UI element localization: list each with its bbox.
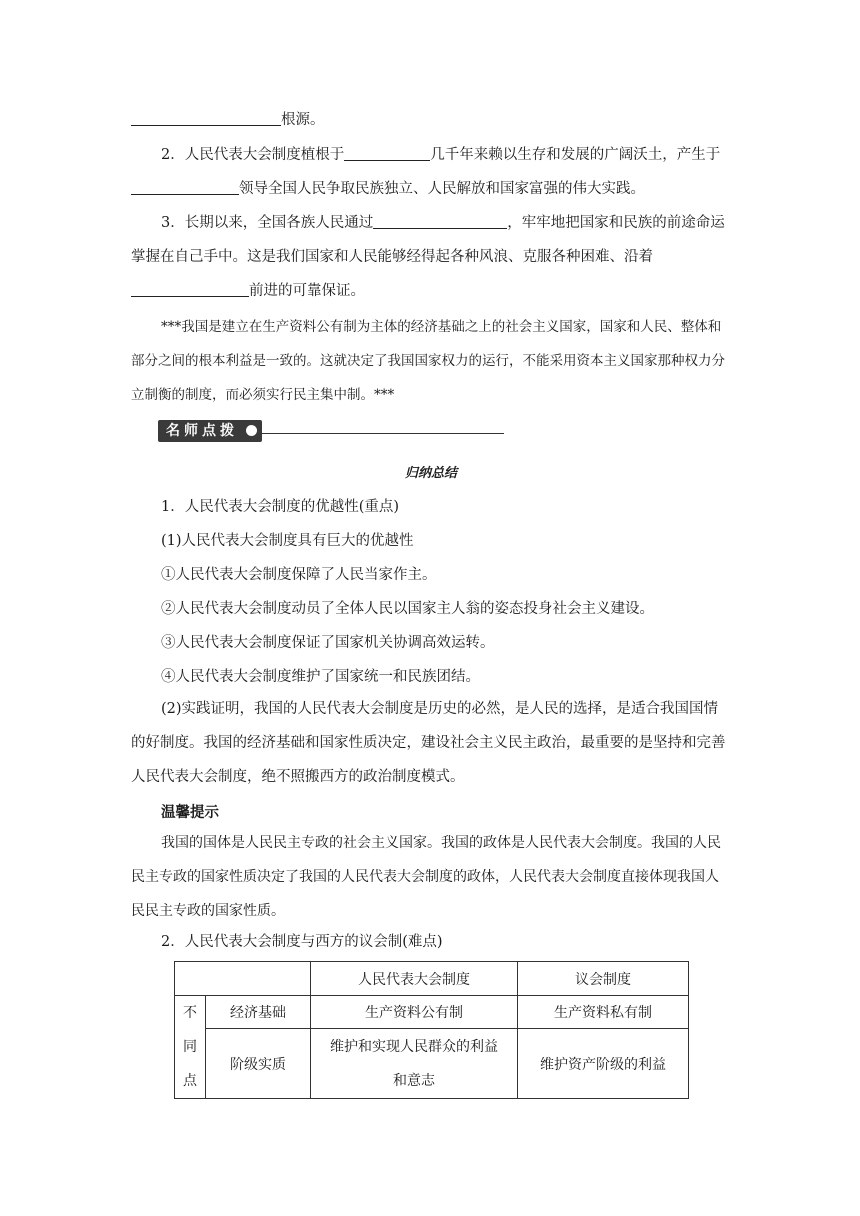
circle-item-1: ①人民代表大会制度保障了人民当家作主。 <box>161 567 437 583</box>
point1-title: 1．人民代表大会制度的优越性(重点) <box>161 499 400 515</box>
row-cell: 维护和实现人民群众的利益和意志 <box>311 1029 518 1099</box>
header-empty-cell <box>175 962 311 996</box>
header-col1: 人民代表大会制度 <box>311 962 518 996</box>
banner-rule <box>262 433 504 434</box>
comparison-table <box>174 961 689 1099</box>
fill-blank <box>131 282 249 297</box>
circle-item-2: ②人民代表大会制度动员了全体人民以国家主人翁的姿态投身社会主义建设。 <box>161 601 654 617</box>
fill-blank <box>344 146 430 161</box>
table-row <box>175 996 689 1029</box>
banner-dot-icon <box>246 425 257 436</box>
circle-item-3: ③人民代表大会制度保证了国家机关协调高效运转。 <box>161 635 495 651</box>
point2-title: 2．人民代表大会制度与西方的议会制(难点) <box>161 934 443 950</box>
group-label: 不同点 <box>175 996 206 1099</box>
row-label: 阶级实质 <box>206 1029 311 1099</box>
fill-blank <box>131 180 239 195</box>
circle-item-4: ④人民代表大会制度维护了国家统一和民族团结。 <box>161 669 480 685</box>
header-col2: 议会制度 <box>518 962 689 996</box>
row-cell: 生产资料私有制 <box>518 996 689 1029</box>
note-paragraph: ***我国是建立在生产资料公有制为主体的经济基础之上的社会主义国家，国家和人民、整体和部分之间的根本利益是一致的。这就决定了我国国家权力的运行，不能采用资本主义国家那种权力分立制衡的制度，而必须实行民主集中制。*** <box>131 319 725 403</box>
item1-tail-text: 根源。 <box>281 112 325 128</box>
item3: 3．长期以来，全国各族人民通过 ，牢牢地把国家和民族的前途命运掌握在自己手中。这是我们国家和人民能够经得起各种风浪、克服各种困难、沿着前进的可靠保证。 <box>131 215 725 299</box>
point1-sub1: (1)人民代表大会制度具有巨大的优越性 <box>161 533 414 549</box>
fill-blank <box>373 214 507 229</box>
row-label: 经济基础 <box>206 996 311 1029</box>
table-row <box>175 1029 689 1099</box>
item2: 2．人民代表大会制度植根于 几千年来赖以生存和发展的广阔沃土，产生于领导全国人民争取民族独立、人民解放和国家富强的伟大实践。 <box>131 138 731 206</box>
item1-tail <box>131 103 731 137</box>
tip-title: 温馨提示 <box>161 805 219 821</box>
fill-blank <box>131 111 281 126</box>
table-header-row <box>175 962 689 996</box>
section-banner <box>158 420 504 442</box>
point1-sub2: (2)实践证明，我国的人民代表大会制度是历史的必然，是人民的选择，是适合我国国情的好制度。我国的经济基础和国家性质决定，建设社会主义民主政治，最重要的是坚持和完善人民代表大会制度，绝不照搬西方的政治制度模式。 <box>131 701 726 785</box>
tip-body: 我国的国体是人民民主专政的社会主义国家。我国的政体是人民代表大会制度。我国的人民民主专政的国家性质决定了我国的人民代表大会制度的政体，人民代表大会制度直接体现我国人民民主专政的国家性质。 <box>131 835 721 919</box>
row-cell: 生产资料公有制 <box>311 996 518 1029</box>
summary-heading: 归纳总结 <box>404 466 457 481</box>
banner-label: 名师点拨 <box>158 420 262 442</box>
row-cell: 维护资产阶级的利益 <box>518 1029 689 1099</box>
